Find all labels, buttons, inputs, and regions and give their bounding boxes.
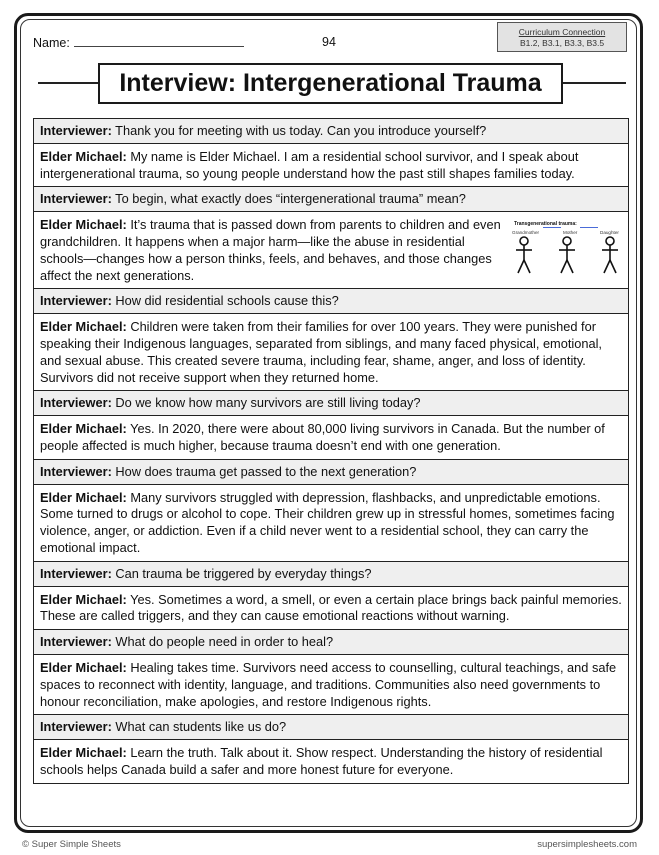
answer-text: It’s trauma that is passed down from parents to children and even grandchildren. It happens when a major harm—like the abuse in residential schools—changes how a person thinks, feels, and behaves, and those changes affect the next generations. <box>40 217 501 283</box>
figure-title: Transgenerational trauma: <box>514 221 577 228</box>
speaker-label: Elder Michael: <box>40 421 127 437</box>
question-text: Can trauma be triggered by everyday things? <box>111 565 372 581</box>
curriculum-connection-box <box>497 22 627 52</box>
answer-text: Healing takes time. Survivors need access to counselling, cultural teachings, and safe spaces to reconnect with identity, language, and traditions. Communities also need governments to honour reconciliation, make apologies, and restore Indigenous rights. <box>40 659 617 709</box>
speaker-label: Interviewer: <box>40 395 112 411</box>
interviewer-question <box>34 562 628 587</box>
question-text: To begin, what exactly does “intergenerational trauma” mean? <box>111 191 466 207</box>
speaker-label: Elder Michael: <box>40 591 127 607</box>
elder-answer <box>34 485 628 562</box>
name-label: Name: <box>33 36 70 50</box>
interviewer-question <box>34 460 628 485</box>
question-text: How does trauma get passed to the next generation? <box>111 463 417 479</box>
speaker-label: Interviewer: <box>40 293 112 309</box>
speaker-label: Interviewer: <box>40 634 112 650</box>
speaker-label: Elder Michael: <box>40 148 127 164</box>
question-text: What can students like us do? <box>111 719 287 735</box>
curriculum-connection-title: Curriculum Connection <box>518 27 606 37</box>
figure-label-daughter: Daughter <box>600 230 619 236</box>
interview-table <box>33 118 629 784</box>
name-line[interactable] <box>74 35 244 47</box>
speaker-label: Elder Michael: <box>40 217 127 233</box>
answer-text: Yes. In 2020, there were about 80,000 living survivors in Canada. But the number of people affected is much higher, because trauma doesn’t end with one generation. <box>40 421 605 453</box>
elder-answer <box>34 314 628 391</box>
footer-copyright: © Super Simple Sheets <box>22 839 121 850</box>
stick-figures-icon <box>510 216 624 278</box>
answer-text: My name is Elder Michael. I am a residential school survivor, and I speak about intergenerational trauma, so young people understand how the past still shapes families today. <box>40 148 579 181</box>
speaker-label: Elder Michael: <box>40 659 127 675</box>
speaker-label: Elder Michael: <box>40 489 127 505</box>
question-text: Thank you for meeting with us today. Can you introduce yourself? <box>111 123 487 138</box>
speaker-label: Interviewer: <box>40 123 112 138</box>
speaker-label: Elder Michael: <box>40 745 127 761</box>
figure-label-mother: Mother <box>563 230 578 236</box>
speaker-label: Interviewer: <box>40 565 112 581</box>
transgenerational-trauma-figure <box>510 216 624 278</box>
answer-text: Many survivors struggled with depression, flashbacks, and unpredictable emotions. Some turned to drugs or alcohol to cope. Their children grew up in stressful homes, sometimes facing violence, anger, or addiction. Even if a child never went to a residential school, they can carry the emotional impact. <box>40 489 615 555</box>
interviewer-question <box>34 630 628 655</box>
speaker-label: Elder Michael: <box>40 319 127 335</box>
speaker-label: Interviewer: <box>40 719 112 735</box>
speaker-label: Interviewer: <box>40 191 112 207</box>
elder-answer <box>34 740 628 784</box>
elder-answer <box>34 587 628 631</box>
elder-answer <box>34 144 628 188</box>
interviewer-question <box>34 119 628 144</box>
question-text: How did residential schools cause this? <box>111 293 339 309</box>
footer-website[interactable]: supersimplesheets.com <box>537 839 637 850</box>
elder-answer <box>34 212 628 289</box>
figure-label-grandmother: Grandmother <box>512 230 540 236</box>
question-text: What do people need in order to heal? <box>111 634 334 650</box>
elder-answer <box>34 416 628 460</box>
name-field[interactable] <box>33 35 244 50</box>
page-number: 94 <box>322 35 336 49</box>
page-title: Interview: Intergenerational Trauma <box>98 63 563 104</box>
answer-text: Children were taken from their families for over 100 years. They were punished for speaking their Indigenous languages, separated from siblings, and many faced physical, emotional, and sexual abuse. This created severe trauma, including fear, shame, anger, and loss of identity. Survivors did not receive support when they returned home. <box>40 319 602 385</box>
interviewer-question <box>34 391 628 416</box>
interviewer-question <box>34 289 628 314</box>
speaker-label: Interviewer: <box>40 463 112 479</box>
answer-text: Yes. Sometimes a word, a smell, or even a certain place brings back painful memories. These are called triggers, and they can cause emotional reactions without warning. <box>40 591 622 624</box>
elder-answer <box>34 655 628 715</box>
interviewer-question <box>34 715 628 740</box>
interviewer-question <box>34 187 628 212</box>
answer-text: Learn the truth. Talk about it. Show respect. Understanding the history of residential schools helps Canada build a safer and more honest future for everyone. <box>40 745 603 777</box>
curriculum-codes: B1.2, B3.1, B3.3, B3.5 <box>519 38 605 48</box>
question-text: Do we know how many survivors are still living today? <box>111 395 421 411</box>
